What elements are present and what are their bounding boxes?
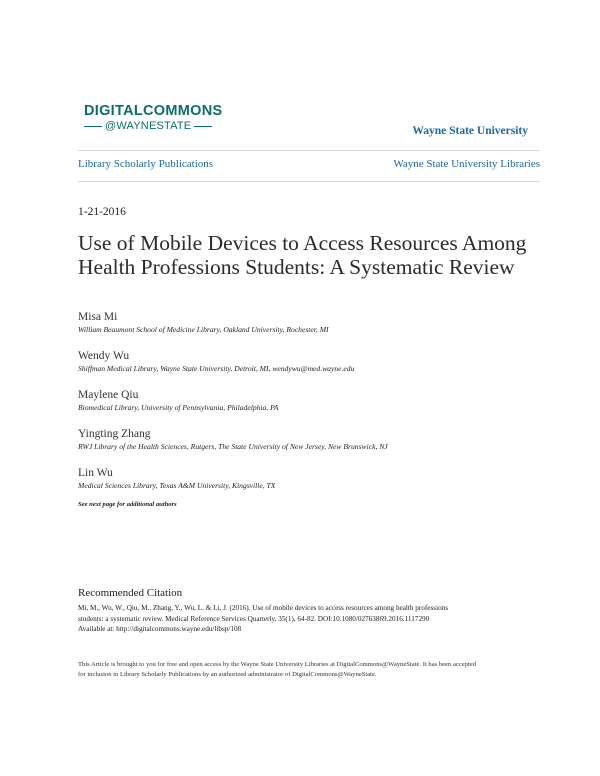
author-entry [78,310,548,335]
recommended-citation-heading: Recommended Citation [78,587,183,599]
author-entry [78,427,548,452]
author-name: Yingting Zhang [78,428,151,440]
citation-available-at-link[interactable]: Available at: http://digitalcommons.wayne.edu/libsp/108 [78,625,242,633]
citation-line: Mi, M., Wu, W., Qiu, M., Zhang, Y., Wu, L. & Li, J. (2016). Use of mobile devices to access resources among health professions [78,604,449,612]
logo-top-text: DIGITALCOMMONS [84,103,223,119]
recommended-citation [78,603,538,635]
author-entry [78,388,548,413]
author-affiliation: Biomedical Library, University of Pennsylvania, Philadelphia, PA [78,403,279,412]
university-name: Wayne State University [412,125,528,137]
author-name: Wendy Wu [78,350,130,362]
wayne-state-libraries-link[interactable]: Wayne State University Libraries [393,158,540,170]
logo-rule-left [84,126,102,127]
logo-rule-right [194,126,212,127]
author-affiliation: Shiffman Medical Library, Wayne State University, Detroit, MI, wendywu@med.wayne.edu [78,364,355,373]
access-statement-line: This Article is brought to you for free and open access by the Wayne State University Libraries at DigitalCommons@WayneState. It has been accepted [78,661,477,668]
publication-date: 1-21-2016 [78,206,126,218]
article-title: Use of Mobile Devices to Access Resources Among Health Professions Students: A Systematic Review [78,231,527,279]
author-affiliation: RWJ Library of the Health Sciences, Rutgers, The State University of New Jersey, New Brunswick, NJ [78,442,388,451]
access-statement [78,660,538,680]
logo-bottom-text: @WAYNESTATE [105,120,192,132]
author-name: Misa Mi [78,311,118,323]
library-scholarly-publications-link[interactable]: Library Scholarly Publications [78,158,214,170]
author-name: Maylene Qiu [78,389,139,401]
author-list [78,310,548,505]
author-entry [78,349,548,374]
digitalcommons-logo[interactable] [84,103,224,133]
author-name: Lin Wu [78,467,113,479]
logo-bottom-row [84,120,224,133]
access-statement-line: for inclusion in Library Scholarly Publications by an authorized administrator of DigitalCommons@WayneState. [78,671,377,678]
citation-line: students: a systematic review. Medical Reference Services Quarterly, 35(1), 64-82. DOI:10.1080/02763869.2016.1117290 [78,614,430,623]
collection-nav [78,150,540,182]
author-affiliation: Medical Sciences Library, Texas A&M University, Kingsville, TX [78,481,276,490]
author-affiliation: William Beaumont School of Medicine Library, Oakland University, Rochester, MI [78,325,329,334]
author-entry [78,466,548,491]
see-next-page-note: See next page for additional authors [78,501,177,508]
